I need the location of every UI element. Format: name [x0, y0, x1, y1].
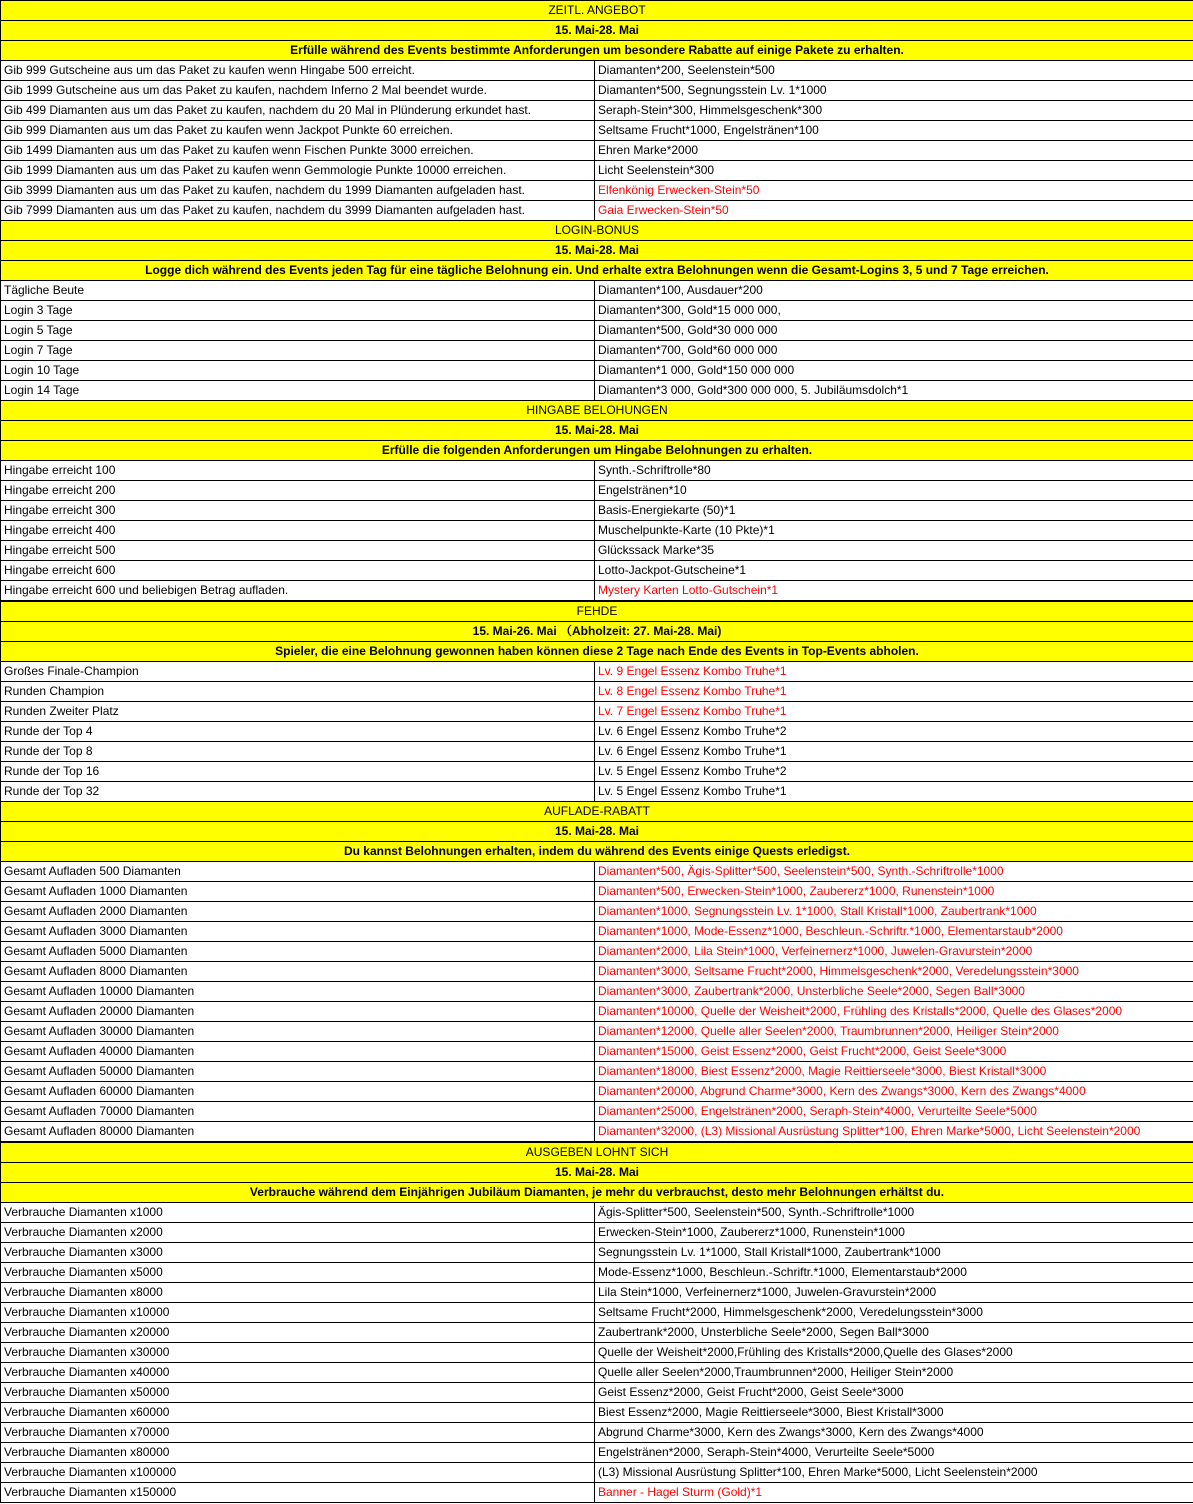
- reward-cell: Diamanten*10000, Quelle der Weisheit*2000, Frühling des Kristalls*2000, Quelle des Glases*2000: [595, 1002, 1193, 1022]
- requirement-cell: Runde der Top 8: [1, 742, 595, 762]
- reward-row: [1, 1383, 1193, 1403]
- reward-row: [1, 1243, 1193, 1263]
- reward-row: [1, 1363, 1193, 1383]
- section-description-row: [1, 642, 1193, 662]
- reward-cell: Zaubertrank*2000, Unsterbliche Seele*2000, Segen Ball*3000: [595, 1323, 1193, 1343]
- reward-cell: Diamanten*300, Gold*15 000 000,: [595, 301, 1193, 321]
- reward-row: [1, 1102, 1193, 1122]
- requirement-cell: Runden Zweiter Platz: [1, 702, 595, 722]
- requirement-cell: Gesamt Aufladen 10000 Diamanten: [1, 982, 595, 1002]
- section-date: 15. Mai-28. Mai: [1, 421, 1193, 441]
- reward-row: [1, 101, 1193, 121]
- reward-cell: Mode-Essenz*1000, Beschleun.-Schriftr.*1000, Elementarstaub*2000: [595, 1263, 1193, 1283]
- section-date-row: [1, 822, 1193, 842]
- reward-cell: Ägis-Splitter*500, Seelenstein*500, Synth.-Schriftrolle*1000: [595, 1203, 1193, 1223]
- section-description: Logge dich während des Events jeden Tag für eine tägliche Belohnung ein. Und erhalte extra Belohnungen wenn die Gesamt-Logins 3, 5 und 7 Tage erreichen.: [1, 261, 1193, 281]
- reward-row: [1, 161, 1193, 181]
- reward-row: [1, 341, 1193, 361]
- reward-cell: (L3) Missional Ausrüstung Splitter*100, Ehren Marke*5000, Licht Seelenstein*2000: [595, 1463, 1193, 1483]
- requirement-cell: Gesamt Aufladen 5000 Diamanten: [1, 942, 595, 962]
- requirement-cell: Gesamt Aufladen 80000 Diamanten: [1, 1122, 595, 1143]
- requirement-cell: Verbrauche Diamanten x60000: [1, 1403, 595, 1423]
- reward-cell: Diamanten*18000, Biest Essenz*2000, Magie Reittierseele*3000, Biest Kristall*3000: [595, 1062, 1193, 1082]
- requirement-cell: Gesamt Aufladen 60000 Diamanten: [1, 1082, 595, 1102]
- requirement-cell: Gesamt Aufladen 1000 Diamanten: [1, 882, 595, 902]
- reward-row: [1, 682, 1193, 702]
- reward-cell: Abgrund Charme*3000, Kern des Zwangs*3000, Kern des Zwangs*4000: [595, 1423, 1193, 1443]
- requirement-cell: Verbrauche Diamanten x10000: [1, 1303, 595, 1323]
- requirement-cell: Verbrauche Diamanten x3000: [1, 1243, 595, 1263]
- requirement-cell: Hingabe erreicht 300: [1, 501, 595, 521]
- section-date-row: [1, 1163, 1193, 1183]
- reward-row: [1, 81, 1193, 101]
- requirement-cell: Verbrauche Diamanten x40000: [1, 1363, 595, 1383]
- reward-cell: Banner - Hagel Sturm (Gold)*1: [595, 1483, 1193, 1503]
- reward-row: [1, 121, 1193, 141]
- requirement-cell: Verbrauche Diamanten x80000: [1, 1443, 595, 1463]
- requirement-cell: Gib 999 Diamanten aus um das Paket zu kaufen wenn Jackpot Punkte 60 erreichen.: [1, 121, 595, 141]
- reward-row: [1, 1062, 1193, 1082]
- requirement-cell: Login 7 Tage: [1, 341, 595, 361]
- reward-row: [1, 361, 1193, 381]
- reward-row: [1, 561, 1193, 581]
- reward-row: [1, 301, 1193, 321]
- reward-row: [1, 1483, 1193, 1503]
- section-date: 15. Mai-26. Mai （Abholzeit: 27. Mai-28. Mai): [1, 622, 1193, 642]
- reward-cell: Licht Seelenstein*300: [595, 161, 1193, 181]
- reward-cell: Lv. 6 Engel Essenz Kombo Truhe*2: [595, 722, 1193, 742]
- reward-cell: Diamanten*500, Segnungsstein Lv. 1*1000: [595, 81, 1193, 101]
- requirement-cell: Verbrauche Diamanten x8000: [1, 1283, 595, 1303]
- reward-row: [1, 1223, 1193, 1243]
- reward-cell: Diamanten*20000, Abgrund Charme*3000, Kern des Zwangs*3000, Kern des Zwangs*4000: [595, 1082, 1193, 1102]
- requirement-cell: Runde der Top 32: [1, 782, 595, 802]
- section-description-row: [1, 441, 1193, 461]
- requirement-cell: Gib 499 Diamanten aus um das Paket zu kaufen, nachdem du 20 Mal in Plünderung erkundet hast.: [1, 101, 595, 121]
- requirement-cell: Gesamt Aufladen 40000 Diamanten: [1, 1042, 595, 1062]
- requirement-cell: Hingabe erreicht 600: [1, 561, 595, 581]
- reward-cell: Lv. 5 Engel Essenz Kombo Truhe*1: [595, 782, 1193, 802]
- reward-cell: Mystery Karten Lotto-Gutschein*1: [595, 581, 1193, 602]
- reward-cell: Basis-Energiekarte (50)*1: [595, 501, 1193, 521]
- reward-cell: Diamanten*700, Gold*60 000 000: [595, 341, 1193, 361]
- requirement-cell: Gesamt Aufladen 8000 Diamanten: [1, 962, 595, 982]
- reward-cell: Muschelpunkte-Karte (10 Pkte)*1: [595, 521, 1193, 541]
- reward-cell: Diamanten*200, Seelenstein*500: [595, 61, 1193, 81]
- requirement-cell: Login 14 Tage: [1, 381, 595, 401]
- section-title: FEHDE: [1, 601, 1193, 622]
- section-date: 15. Mai-28. Mai: [1, 21, 1193, 41]
- requirement-cell: Verbrauche Diamanten x2000: [1, 1223, 595, 1243]
- reward-cell: Seraph-Stein*300, Himmelsgeschenk*300: [595, 101, 1193, 121]
- reward-cell: Seltsame Frucht*2000, Himmelsgeschenk*2000, Veredelungsstein*3000: [595, 1303, 1193, 1323]
- requirement-cell: Großes Finale-Champion: [1, 662, 595, 682]
- reward-cell: Synth.-Schriftrolle*80: [595, 461, 1193, 481]
- requirement-cell: Gib 1999 Gutscheine aus um das Paket zu kaufen, nachdem Inferno 2 Mal beendet wurde.: [1, 81, 595, 101]
- reward-row: [1, 1423, 1193, 1443]
- reward-cell: Diamanten*1000, Segnungsstein Lv. 1*1000, Stall Kristall*1000, Zaubertrank*1000: [595, 902, 1193, 922]
- section-date: 15. Mai-28. Mai: [1, 1163, 1193, 1183]
- requirement-cell: Gib 1499 Diamanten aus um das Paket zu kaufen wenn Fischen Punkte 3000 erreichen.: [1, 141, 595, 161]
- reward-cell: Segnungsstein Lv. 1*1000, Stall Kristall*1000, Zaubertrank*1000: [595, 1243, 1193, 1263]
- section-title: AUSGEBEN LOHNT SICH: [1, 1142, 1193, 1163]
- reward-row: [1, 1303, 1193, 1323]
- reward-cell: Engelstränen*10: [595, 481, 1193, 501]
- reward-cell: Diamanten*100, Ausdauer*200: [595, 281, 1193, 301]
- reward-cell: Diamanten*3 000, Gold*300 000 000, 5. Jubiläumsdolch*1: [595, 381, 1193, 401]
- requirement-cell: Runde der Top 4: [1, 722, 595, 742]
- reward-cell: Biest Essenz*2000, Magie Reittierseele*3000, Biest Kristall*3000: [595, 1403, 1193, 1423]
- reward-cell: Diamanten*2000, Lila Stein*1000, Verfeinernerz*1000, Juwelen-Gravurstein*2000: [595, 942, 1193, 962]
- reward-row: [1, 381, 1193, 401]
- reward-cell: Lotto-Jackpot-Gutscheine*1: [595, 561, 1193, 581]
- reward-row: [1, 1343, 1193, 1363]
- requirement-cell: Hingabe erreicht 400: [1, 521, 595, 541]
- section-description-row: [1, 261, 1193, 281]
- requirement-cell: Verbrauche Diamanten x5000: [1, 1263, 595, 1283]
- reward-cell: Diamanten*3000, Seltsame Frucht*2000, Himmelsgeschenk*2000, Veredelungsstein*3000: [595, 962, 1193, 982]
- reward-cell: Lv. 9 Engel Essenz Kombo Truhe*1: [595, 662, 1193, 682]
- section-description: Du kannst Belohnungen erhalten, indem du während des Events einige Quests erledigst.: [1, 842, 1193, 862]
- reward-row: [1, 762, 1193, 782]
- reward-row: [1, 862, 1193, 882]
- reward-row: [1, 521, 1193, 541]
- reward-cell: Lila Stein*1000, Verfeinernerz*1000, Juwelen-Gravurstein*2000: [595, 1283, 1193, 1303]
- requirement-cell: Verbrauche Diamanten x70000: [1, 1423, 595, 1443]
- reward-cell: Diamanten*500, Gold*30 000 000: [595, 321, 1193, 341]
- reward-row: [1, 481, 1193, 501]
- section-title-row: [1, 221, 1193, 241]
- reward-row: [1, 962, 1193, 982]
- reward-row: [1, 201, 1193, 221]
- requirement-cell: Verbrauche Diamanten x30000: [1, 1343, 595, 1363]
- requirement-cell: Verbrauche Diamanten x20000: [1, 1323, 595, 1343]
- reward-row: [1, 61, 1193, 81]
- section-date: 15. Mai-28. Mai: [1, 822, 1193, 842]
- reward-row: [1, 902, 1193, 922]
- reward-row: [1, 1203, 1193, 1223]
- reward-row: [1, 281, 1193, 301]
- reward-row: [1, 742, 1193, 762]
- requirement-cell: Verbrauche Diamanten x100000: [1, 1463, 595, 1483]
- reward-row: [1, 782, 1193, 802]
- requirement-cell: Hingabe erreicht 200: [1, 481, 595, 501]
- requirement-cell: Verbrauche Diamanten x150000: [1, 1483, 595, 1503]
- section-title: AUFLADE-RABATT: [1, 802, 1193, 822]
- reward-cell: Diamanten*32000, (L3) Missional Ausrüstung Splitter*100, Ehren Marke*5000, Licht Seelenstein*2000: [595, 1122, 1193, 1143]
- reward-row: [1, 581, 1193, 602]
- requirement-cell: Hingabe erreicht 500: [1, 541, 595, 561]
- reward-cell: Ehren Marke*2000: [595, 141, 1193, 161]
- section-description-row: [1, 842, 1193, 862]
- reward-row: [1, 181, 1193, 201]
- reward-row: [1, 1283, 1193, 1303]
- requirement-cell: Login 10 Tage: [1, 361, 595, 381]
- requirement-cell: Hingabe erreicht 600 und beliebigen Betrag aufladen.: [1, 581, 595, 602]
- reward-cell: Diamanten*25000, Engelstränen*2000, Seraph-Stein*4000, Verurteilte Seele*5000: [595, 1102, 1193, 1122]
- event-rewards-body: [1, 1, 1193, 1503]
- requirement-cell: Gib 7999 Diamanten aus um das Paket zu kaufen, nachdem du 3999 Diamanten aufgeladen hast.: [1, 201, 595, 221]
- reward-cell: Erwecken-Stein*1000, Zaubererz*1000, Runenstein*1000: [595, 1223, 1193, 1243]
- section-title-row: [1, 1, 1193, 21]
- section-date-row: [1, 622, 1193, 642]
- reward-cell: Quelle aller Seelen*2000,Traumbrunnen*2000, Heiliger Stein*2000: [595, 1363, 1193, 1383]
- reward-cell: Elfenkönig Erwecken-Stein*50: [595, 181, 1193, 201]
- section-description: Spieler, die eine Belohnung gewonnen haben können diese 2 Tage nach Ende des Events in Top-Events abholen.: [1, 642, 1193, 662]
- requirement-cell: Gesamt Aufladen 3000 Diamanten: [1, 922, 595, 942]
- reward-cell: Lv. 8 Engel Essenz Kombo Truhe*1: [595, 682, 1193, 702]
- reward-cell: Seltsame Frucht*1000, Engelstränen*100: [595, 121, 1193, 141]
- reward-cell: Geist Essenz*2000, Geist Frucht*2000, Geist Seele*3000: [595, 1383, 1193, 1403]
- requirement-cell: Gesamt Aufladen 70000 Diamanten: [1, 1102, 595, 1122]
- section-date: 15. Mai-28. Mai: [1, 241, 1193, 261]
- reward-row: [1, 1122, 1193, 1143]
- reward-cell: Diamanten*500, Erwecken-Stein*1000, Zaubererz*1000, Runenstein*1000: [595, 882, 1193, 902]
- reward-row: [1, 321, 1193, 341]
- reward-row: [1, 461, 1193, 481]
- reward-row: [1, 1042, 1193, 1062]
- reward-row: [1, 1443, 1193, 1463]
- section-title: ZEITL. ANGEBOT: [1, 1, 1193, 21]
- reward-cell: Lv. 6 Engel Essenz Kombo Truhe*1: [595, 742, 1193, 762]
- requirement-cell: Gesamt Aufladen 500 Diamanten: [1, 862, 595, 882]
- section-date-row: [1, 421, 1193, 441]
- reward-cell: Gaia Erwecken-Stein*50: [595, 201, 1193, 221]
- requirement-cell: Hingabe erreicht 100: [1, 461, 595, 481]
- requirement-cell: Login 3 Tage: [1, 301, 595, 321]
- section-description: Erfülle die folgenden Anforderungen um Hingabe Belohnungen zu erhalten.: [1, 441, 1193, 461]
- section-title-row: [1, 401, 1193, 421]
- section-description: Erfülle während des Events bestimmte Anforderungen um besondere Rabatte auf einige Pakete zu erhalten.: [1, 41, 1193, 61]
- reward-cell: Diamanten*15000, Geist Essenz*2000, Geist Frucht*2000, Geist Seele*3000: [595, 1042, 1193, 1062]
- reward-row: [1, 722, 1193, 742]
- requirement-cell: Runde der Top 16: [1, 762, 595, 782]
- requirement-cell: Gesamt Aufladen 30000 Diamanten: [1, 1022, 595, 1042]
- requirement-cell: Gib 999 Gutscheine aus um das Paket zu kaufen wenn Hingabe 500 erreicht.: [1, 61, 595, 81]
- reward-cell: Lv. 5 Engel Essenz Kombo Truhe*2: [595, 762, 1193, 782]
- section-date-row: [1, 21, 1193, 41]
- reward-row: [1, 982, 1193, 1002]
- reward-row: [1, 922, 1193, 942]
- reward-cell: Diamanten*12000, Quelle aller Seelen*2000, Traumbrunnen*2000, Heiliger Stein*2000: [595, 1022, 1193, 1042]
- requirement-cell: Gesamt Aufladen 20000 Diamanten: [1, 1002, 595, 1022]
- section-title-row: [1, 1142, 1193, 1163]
- section-date-row: [1, 241, 1193, 261]
- reward-row: [1, 1263, 1193, 1283]
- reward-row: [1, 882, 1193, 902]
- section-title: HINGABE BELOHUNGEN: [1, 401, 1193, 421]
- section-description-row: [1, 1183, 1193, 1203]
- reward-row: [1, 501, 1193, 521]
- section-title-row: [1, 802, 1193, 822]
- reward-cell: Engelstränen*2000, Seraph-Stein*4000, Verurteilte Seele*5000: [595, 1443, 1193, 1463]
- reward-row: [1, 1002, 1193, 1022]
- reward-cell: Diamanten*3000, Zaubertrank*2000, Unsterbliche Seele*2000, Segen Ball*3000: [595, 982, 1193, 1002]
- requirement-cell: Verbrauche Diamanten x50000: [1, 1383, 595, 1403]
- section-title: LOGIN-BONUS: [1, 221, 1193, 241]
- section-description: Verbrauche während dem Einjährigen Jubiläum Diamanten, je mehr du verbrauchst, desto mehr Belohnungen erhältst du.: [1, 1183, 1193, 1203]
- requirement-cell: Runden Champion: [1, 682, 595, 702]
- reward-cell: Quelle der Weisheit*2000,Frühling des Kristalls*2000,Quelle des Glases*2000: [595, 1343, 1193, 1363]
- requirement-cell: Tägliche Beute: [1, 281, 595, 301]
- reward-cell: Diamanten*1 000, Gold*150 000 000: [595, 361, 1193, 381]
- reward-cell: Lv. 7 Engel Essenz Kombo Truhe*1: [595, 702, 1193, 722]
- reward-row: [1, 1463, 1193, 1483]
- reward-row: [1, 1403, 1193, 1423]
- requirement-cell: Login 5 Tage: [1, 321, 595, 341]
- reward-row: [1, 662, 1193, 682]
- reward-cell: Diamanten*500, Ägis-Splitter*500, Seelenstein*500, Synth.-Schriftrolle*1000: [595, 862, 1193, 882]
- reward-row: [1, 702, 1193, 722]
- section-description-row: [1, 41, 1193, 61]
- reward-row: [1, 141, 1193, 161]
- requirement-cell: Gib 3999 Diamanten aus um das Paket zu kaufen, nachdem du 1999 Diamanten aufgeladen hast.: [1, 181, 595, 201]
- requirement-cell: Gesamt Aufladen 50000 Diamanten: [1, 1062, 595, 1082]
- requirement-cell: Verbrauche Diamanten x1000: [1, 1203, 595, 1223]
- reward-row: [1, 1022, 1193, 1042]
- reward-row: [1, 942, 1193, 962]
- reward-row: [1, 1323, 1193, 1343]
- requirement-cell: Gib 1999 Diamanten aus um das Paket zu kaufen wenn Gemmologie Punkte 10000 erreichen.: [1, 161, 595, 181]
- requirement-cell: Gesamt Aufladen 2000 Diamanten: [1, 902, 595, 922]
- reward-cell: Diamanten*1000, Mode-Essenz*1000, Beschleun.-Schriftr.*1000, Elementarstaub*2000: [595, 922, 1193, 942]
- reward-row: [1, 541, 1193, 561]
- reward-cell: Glückssack Marke*35: [595, 541, 1193, 561]
- reward-row: [1, 1082, 1193, 1102]
- section-title-row: [1, 601, 1193, 622]
